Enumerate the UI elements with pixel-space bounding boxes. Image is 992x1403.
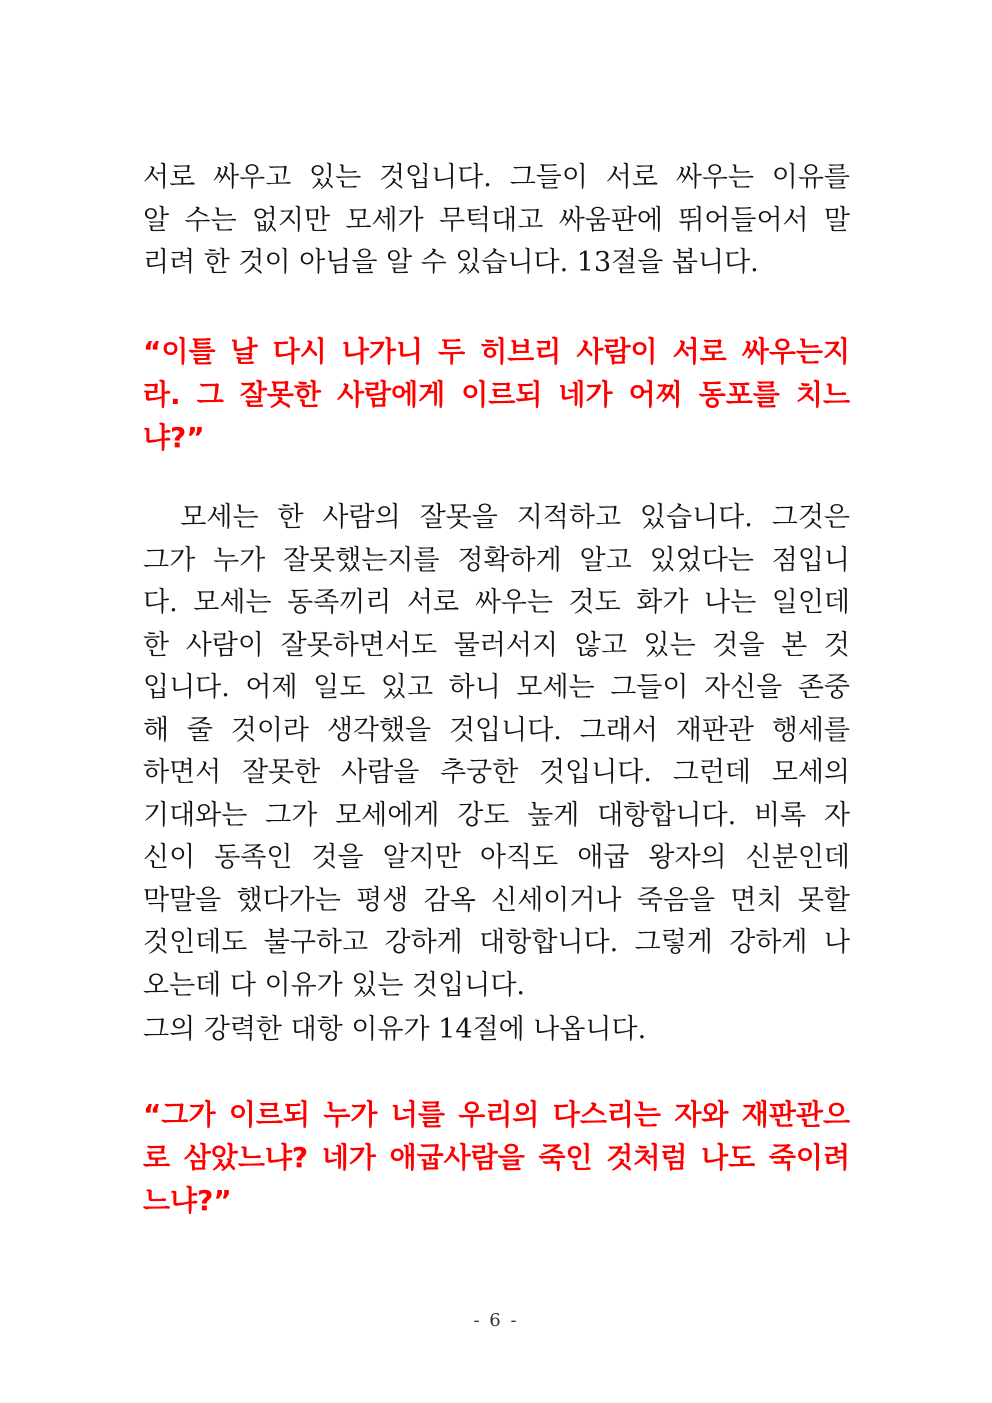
quote-line: 로 삼았느냐? 네가 애굽사람을 죽인 것처럼 나도 죽이려 (143, 1141, 850, 1174)
text-line: 리려 한 것이 아님을 알 수 있습니다. 13절을 봅니다. (143, 247, 759, 278)
text-line: 막말을 했다가는 평생 감옥 신세이거나 죽음을 면치 못할 (143, 884, 850, 916)
text-line: 입니다. 어제 일도 있고 하니 모세는 그들이 자신을 존중 (143, 672, 850, 703)
text-line: 알 수는 없지만 모세가 무턱대고 싸움판에 뛰어들어서 말 (143, 204, 850, 236)
text-line: 해 줄 것이라 생각했을 것입니다. 그래서 재판관 행세를 (143, 714, 850, 746)
paragraph-2 (143, 497, 850, 1007)
text-line: 신이 동족인 것을 알지만 아직도 애굽 왕자의 신분인데 (143, 842, 850, 873)
page-number: - 6 - (473, 1310, 519, 1331)
text-line: 모세는 한 사람의 잘못을 지적하고 있습니다. 그것은 (143, 502, 850, 533)
text-line: 서로 싸우고 있는 것입니다. 그들이 서로 싸우는 이유를 (143, 162, 850, 193)
text-line: 기대와는 그가 모세에게 강도 높게 대항합니다. 비록 자 (143, 799, 850, 831)
quote-line: 느냐?” (143, 1184, 232, 1217)
text-line: 것인데도 불구하고 강하게 대항합니다. 그렇게 강하게 나 (143, 927, 850, 958)
paragraph-1 (143, 157, 850, 285)
quote-line: 냐?” (143, 421, 205, 454)
text-line: 그의 강력한 대항 이유가 14절에 나옵니다. (143, 1014, 647, 1045)
text-line: 그가 누가 잘못했는지를 정확하게 알고 있었다는 점입니 (143, 544, 850, 576)
scripture-quote-1 (143, 330, 850, 459)
quote-line: 라. 그 잘못한 사람에게 이르되 네가 어찌 동포를 치느 (143, 378, 850, 411)
text-line: 다. 모세는 동족끼리 서로 싸우는 것도 화가 나는 일인데 (143, 587, 850, 618)
text-line: 오는데 다 이유가 있는 것입니다. (143, 969, 525, 1001)
quote-line: “그가 이르되 누가 너를 우리의 다스리는 자와 재판관으 (143, 1098, 850, 1131)
scripture-quote-2 (143, 1093, 850, 1222)
quote-line: “이틀 날 다시 나가니 두 히브리 사람이 서로 싸우는지 (143, 335, 850, 368)
paragraph-3 (143, 1009, 850, 1052)
text-line: 한 사람이 잘못하면서도 물러서지 않고 있는 것을 본 것 (143, 629, 850, 661)
text-line: 하면서 잘못한 사람을 추궁한 것입니다. 그런데 모세의 (143, 757, 850, 788)
